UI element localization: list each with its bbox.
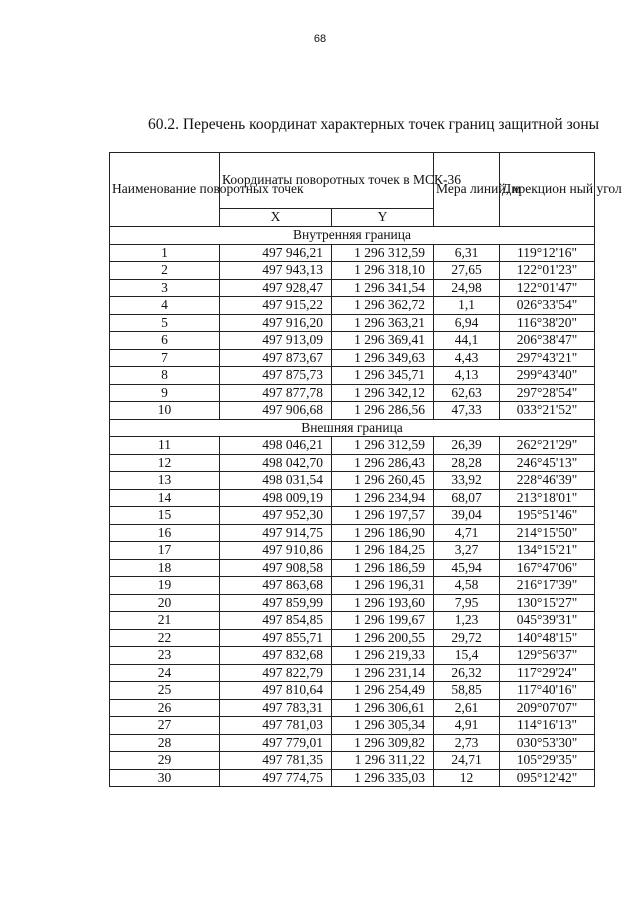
table-body (110, 227, 595, 787)
y-coordinate-cell: 1 296 196,31 (332, 577, 434, 595)
section-title-cell: Внутренняя граница (110, 227, 595, 245)
y-coordinate-cell: 1 296 345,71 (332, 367, 434, 385)
line-length-cell: 12 (434, 769, 500, 787)
section-row (110, 419, 595, 437)
direction-angle-cell: 216°17'39" (500, 577, 595, 595)
x-coordinate-cell: 497 855,71 (220, 629, 332, 647)
table-row (110, 542, 595, 560)
direction-angle-cell: 117°29'24" (500, 664, 595, 682)
direction-angle-cell: 122°01'23" (500, 262, 595, 280)
point-number-cell: 28 (110, 734, 220, 752)
y-coordinate-cell: 1 296 231,14 (332, 664, 434, 682)
table-row (110, 612, 595, 630)
y-coordinate-cell: 1 296 186,90 (332, 524, 434, 542)
x-coordinate-cell: 497 913,09 (220, 332, 332, 350)
x-coordinate-cell: 497 952,30 (220, 507, 332, 525)
y-coordinate-cell: 1 296 219,33 (332, 647, 434, 665)
direction-angle-cell: 228°46'39" (500, 472, 595, 490)
point-number-cell: 7 (110, 349, 220, 367)
point-number-cell: 3 (110, 279, 220, 297)
table-row (110, 647, 595, 665)
y-coordinate-cell: 1 296 234,94 (332, 489, 434, 507)
line-length-cell: 4,58 (434, 577, 500, 595)
point-number-cell: 10 (110, 402, 220, 420)
table-row (110, 472, 595, 490)
point-number-cell: 26 (110, 699, 220, 717)
point-number-cell: 19 (110, 577, 220, 595)
line-length-cell: 1,1 (434, 297, 500, 315)
direction-angle-cell: 209°07'07" (500, 699, 595, 717)
y-coordinate-cell: 1 296 318,10 (332, 262, 434, 280)
y-coordinate-cell: 1 296 335,03 (332, 769, 434, 787)
point-number-cell: 13 (110, 472, 220, 490)
x-coordinate-cell: 498 031,54 (220, 472, 332, 490)
direction-angle-cell: 130°15'27" (500, 594, 595, 612)
section-title: 60.2. Перечень координат характерных точек границ защитной зоны (148, 116, 600, 133)
point-number-cell: 6 (110, 332, 220, 350)
table-row (110, 314, 595, 332)
table-row (110, 629, 595, 647)
direction-angle-cell: 206°38'47" (500, 332, 595, 350)
line-length-cell: 15,4 (434, 647, 500, 665)
y-coordinate-cell: 1 296 311,22 (332, 752, 434, 770)
direction-angle-cell: 116°38'20" (500, 314, 595, 332)
table-row (110, 402, 595, 420)
point-number-cell: 23 (110, 647, 220, 665)
line-length-cell: 28,28 (434, 454, 500, 472)
header-coords: Координаты поворотных точек в МСК-36 (220, 153, 434, 209)
table-row (110, 769, 595, 787)
line-length-cell: 29,72 (434, 629, 500, 647)
x-coordinate-cell: 497 910,86 (220, 542, 332, 560)
point-number-cell: 22 (110, 629, 220, 647)
table-row (110, 489, 595, 507)
direction-angle-cell: 214°15'50" (500, 524, 595, 542)
x-coordinate-cell: 497 946,21 (220, 244, 332, 262)
line-length-cell: 68,07 (434, 489, 500, 507)
line-length-cell: 58,85 (434, 682, 500, 700)
direction-angle-cell: 033°21'52" (500, 402, 595, 420)
x-coordinate-cell: 497 781,03 (220, 717, 332, 735)
point-number-cell: 11 (110, 437, 220, 455)
point-number-cell: 30 (110, 769, 220, 787)
table-row (110, 367, 595, 385)
line-length-cell: 1,23 (434, 612, 500, 630)
y-coordinate-cell: 1 296 260,45 (332, 472, 434, 490)
x-coordinate-cell: 497 873,67 (220, 349, 332, 367)
x-coordinate-cell: 497 832,68 (220, 647, 332, 665)
table-row (110, 349, 595, 367)
direction-angle-cell: 246°45'13" (500, 454, 595, 472)
table-row (110, 664, 595, 682)
table-row (110, 717, 595, 735)
x-coordinate-cell: 497 781,35 (220, 752, 332, 770)
direction-angle-cell: 114°16'13" (500, 717, 595, 735)
header-length: Мера линий, м (434, 153, 500, 227)
point-number-cell: 25 (110, 682, 220, 700)
direction-angle-cell: 213°18'01" (500, 489, 595, 507)
line-length-cell: 2,61 (434, 699, 500, 717)
point-number-cell: 21 (110, 612, 220, 630)
table-row (110, 297, 595, 315)
y-coordinate-cell: 1 296 200,55 (332, 629, 434, 647)
table-row (110, 752, 595, 770)
line-length-cell: 45,94 (434, 559, 500, 577)
header-direction: Дирекцион ный угол (500, 153, 595, 227)
direction-angle-cell: 297°28'54" (500, 384, 595, 402)
y-coordinate-cell: 1 296 369,41 (332, 332, 434, 350)
x-coordinate-cell: 497 822,79 (220, 664, 332, 682)
x-coordinate-cell: 497 877,78 (220, 384, 332, 402)
direction-angle-cell: 134°15'21" (500, 542, 595, 560)
page-number: 68 (313, 33, 327, 45)
direction-angle-cell: 129°56'37" (500, 647, 595, 665)
direction-angle-cell: 119°12'16" (500, 244, 595, 262)
x-coordinate-cell: 497 916,20 (220, 314, 332, 332)
line-length-cell: 47,33 (434, 402, 500, 420)
x-coordinate-cell: 497 914,75 (220, 524, 332, 542)
point-number-cell: 20 (110, 594, 220, 612)
direction-angle-cell: 195°51'46" (500, 507, 595, 525)
x-coordinate-cell: 497 875,73 (220, 367, 332, 385)
point-number-cell: 15 (110, 507, 220, 525)
direction-angle-cell: 297°43'21" (500, 349, 595, 367)
x-coordinate-cell: 497 779,01 (220, 734, 332, 752)
direction-angle-cell: 299°43'40" (500, 367, 595, 385)
x-coordinate-cell: 497 915,22 (220, 297, 332, 315)
direction-angle-cell: 167°47'06" (500, 559, 595, 577)
table-row (110, 577, 595, 595)
point-number-cell: 16 (110, 524, 220, 542)
y-coordinate-cell: 1 296 306,61 (332, 699, 434, 717)
x-coordinate-cell: 497 908,58 (220, 559, 332, 577)
table-row (110, 332, 595, 350)
table-row (110, 559, 595, 577)
header-x: X (220, 209, 332, 227)
y-coordinate-cell: 1 296 199,67 (332, 612, 434, 630)
line-length-cell: 6,94 (434, 314, 500, 332)
x-coordinate-cell: 497 783,31 (220, 699, 332, 717)
x-coordinate-cell: 497 863,68 (220, 577, 332, 595)
point-number-cell: 4 (110, 297, 220, 315)
y-coordinate-cell: 1 296 193,60 (332, 594, 434, 612)
point-number-cell: 14 (110, 489, 220, 507)
line-length-cell: 26,39 (434, 437, 500, 455)
direction-angle-cell: 045°39'31" (500, 612, 595, 630)
line-length-cell: 33,92 (434, 472, 500, 490)
direction-angle-cell: 117°40'16" (500, 682, 595, 700)
point-number-cell: 2 (110, 262, 220, 280)
table-row (110, 682, 595, 700)
y-coordinate-cell: 1 296 363,21 (332, 314, 434, 332)
x-coordinate-cell: 497 810,64 (220, 682, 332, 700)
y-coordinate-cell: 1 296 341,54 (332, 279, 434, 297)
y-coordinate-cell: 1 296 349,63 (332, 349, 434, 367)
line-length-cell: 26,32 (434, 664, 500, 682)
y-coordinate-cell: 1 296 312,59 (332, 437, 434, 455)
line-length-cell: 4,91 (434, 717, 500, 735)
table-row (110, 262, 595, 280)
table-row (110, 437, 595, 455)
x-coordinate-cell: 497 854,85 (220, 612, 332, 630)
line-length-cell: 39,04 (434, 507, 500, 525)
line-length-cell: 4,43 (434, 349, 500, 367)
direction-angle-cell: 026°33'54" (500, 297, 595, 315)
x-coordinate-cell: 497 906,68 (220, 402, 332, 420)
table-row (110, 454, 595, 472)
x-coordinate-cell: 498 009,19 (220, 489, 332, 507)
table-row (110, 279, 595, 297)
direction-angle-cell: 140°48'15" (500, 629, 595, 647)
y-coordinate-cell: 1 296 309,82 (332, 734, 434, 752)
table-row (110, 244, 595, 262)
table-row (110, 594, 595, 612)
y-coordinate-cell: 1 296 184,25 (332, 542, 434, 560)
direction-angle-cell: 262°21'29" (500, 437, 595, 455)
line-length-cell: 4,13 (434, 367, 500, 385)
point-number-cell: 9 (110, 384, 220, 402)
point-number-cell: 18 (110, 559, 220, 577)
x-coordinate-cell: 497 943,13 (220, 262, 332, 280)
x-coordinate-cell: 497 928,47 (220, 279, 332, 297)
header-name: Наименование поворотных точек (110, 153, 220, 227)
header-y: Y (332, 209, 434, 227)
section-row (110, 227, 595, 245)
y-coordinate-cell: 1 296 305,34 (332, 717, 434, 735)
table-row (110, 699, 595, 717)
y-coordinate-cell: 1 296 342,12 (332, 384, 434, 402)
point-number-cell: 27 (110, 717, 220, 735)
point-number-cell: 17 (110, 542, 220, 560)
y-coordinate-cell: 1 296 254,49 (332, 682, 434, 700)
coordinates-table (109, 152, 622, 787)
line-length-cell: 6,31 (434, 244, 500, 262)
point-number-cell: 8 (110, 367, 220, 385)
line-length-cell: 27,65 (434, 262, 500, 280)
direction-angle-cell: 122°01'47" (500, 279, 595, 297)
y-coordinate-cell: 1 296 312,59 (332, 244, 434, 262)
table-row (110, 734, 595, 752)
point-number-cell: 5 (110, 314, 220, 332)
point-number-cell: 24 (110, 664, 220, 682)
x-coordinate-cell: 498 046,21 (220, 437, 332, 455)
direction-angle-cell: 095°12'42" (500, 769, 595, 787)
y-coordinate-cell: 1 296 186,59 (332, 559, 434, 577)
point-number-cell: 12 (110, 454, 220, 472)
y-coordinate-cell: 1 296 286,56 (332, 402, 434, 420)
x-coordinate-cell: 497 774,75 (220, 769, 332, 787)
point-number-cell: 29 (110, 752, 220, 770)
point-number-cell: 1 (110, 244, 220, 262)
x-coordinate-cell: 497 859,99 (220, 594, 332, 612)
table-row (110, 384, 595, 402)
direction-angle-cell: 105°29'35" (500, 752, 595, 770)
line-length-cell: 44,1 (434, 332, 500, 350)
y-coordinate-cell: 1 296 286,43 (332, 454, 434, 472)
line-length-cell: 4,71 (434, 524, 500, 542)
direction-angle-cell: 030°53'30" (500, 734, 595, 752)
line-length-cell: 24,98 (434, 279, 500, 297)
table-row (110, 524, 595, 542)
section-title-cell: Внешняя граница (110, 419, 595, 437)
line-length-cell: 24,71 (434, 752, 500, 770)
line-length-cell: 2,73 (434, 734, 500, 752)
line-length-cell: 62,63 (434, 384, 500, 402)
y-coordinate-cell: 1 296 362,72 (332, 297, 434, 315)
line-length-cell: 7,95 (434, 594, 500, 612)
x-coordinate-cell: 498 042,70 (220, 454, 332, 472)
table-row (110, 507, 595, 525)
line-length-cell: 3,27 (434, 542, 500, 560)
y-coordinate-cell: 1 296 197,57 (332, 507, 434, 525)
